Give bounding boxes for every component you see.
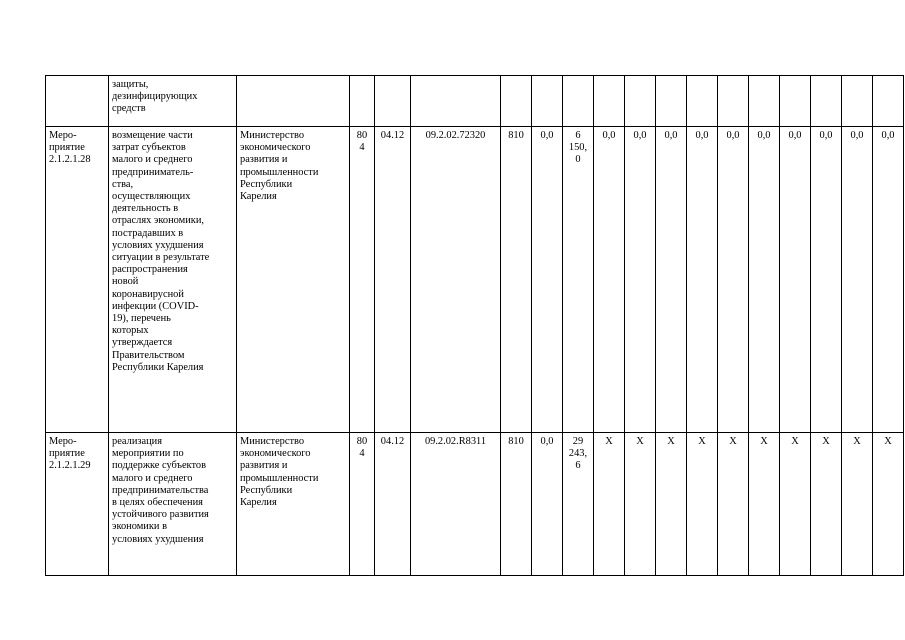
value-cell: [811, 76, 842, 127]
target-article-cell: 09.2.02.72320: [411, 127, 501, 433]
value-cell: X: [749, 433, 780, 576]
measure-name-cell: защиты, дезинфицирующих средств: [109, 76, 237, 127]
section-code-cell: 04.12: [375, 433, 411, 576]
value-cell: [532, 76, 563, 127]
expense-type-cell: 810: [501, 127, 532, 433]
measure-name-cell: возмещение части затрат субъектов малого и среднего предприниматель- ства, осуществляющих деятельность в отраслях экономики, пострадавших в условиях ухудшения ситуации в результате распространения новой коронавирусной инфекции (COVID- 19), перечень которых утверждается Правительством Республики Карелия: [109, 127, 237, 433]
measure-id-cell: Меро- приятие 2.1.2.1.29: [46, 433, 109, 576]
value-cell: [842, 76, 873, 127]
value-cell: [656, 76, 687, 127]
value-cell: X: [625, 433, 656, 576]
measure-id-cell: [46, 76, 109, 127]
value-cell: 0,0: [687, 127, 718, 433]
value-cell: X: [594, 433, 625, 576]
budget-table: [45, 75, 904, 576]
ministry-cell: [237, 76, 350, 127]
target-article-cell: [411, 76, 501, 127]
value-cell: [749, 76, 780, 127]
value-cell: [687, 76, 718, 127]
value-cell: 0,0: [594, 127, 625, 433]
value-cell: X: [842, 433, 873, 576]
value-cell: X: [811, 433, 842, 576]
value-cell: 0,0: [656, 127, 687, 433]
value-cell: [625, 76, 656, 127]
expense-type-cell: [501, 76, 532, 127]
value-cell: X: [687, 433, 718, 576]
value-cell: [873, 76, 904, 127]
gp-code-cell: [350, 76, 375, 127]
value-cell: 0,0: [780, 127, 811, 433]
gp-code-cell: 80 4: [350, 433, 375, 576]
measure-name-cell: реализация мероприятии по поддержке субъектов малого и среднего предпринимательства в целях обеспечения устойчивого развития экономики в условиях ухудшения: [109, 433, 237, 576]
table-row: [46, 127, 904, 433]
value-cell: X: [780, 433, 811, 576]
expense-type-cell: 810: [501, 433, 532, 576]
measure-id-cell: Меро- приятие 2.1.2.1.28: [46, 127, 109, 433]
value-cell: X: [873, 433, 904, 576]
value-cell: 0,0: [532, 127, 563, 433]
value-cell: 0,0: [842, 127, 873, 433]
table-row: [46, 433, 904, 576]
section-code-cell: 04.12: [375, 127, 411, 433]
value-cell: 0,0: [811, 127, 842, 433]
value-cell: 29 243, 6: [563, 433, 594, 576]
value-cell: [594, 76, 625, 127]
value-cell: X: [656, 433, 687, 576]
value-cell: 0,0: [532, 433, 563, 576]
value-cell: 0,0: [873, 127, 904, 433]
section-code-cell: [375, 76, 411, 127]
value-cell: [563, 76, 594, 127]
value-cell: 0,0: [718, 127, 749, 433]
target-article-cell: 09.2.02.R8311: [411, 433, 501, 576]
gp-code-cell: 80 4: [350, 127, 375, 433]
ministry-cell: Министерство экономического развития и промышленности Республики Карелия: [237, 433, 350, 576]
value-cell: X: [718, 433, 749, 576]
table-row: [46, 76, 904, 127]
ministry-cell: Министерство экономического развития и промышленности Республики Карелия: [237, 127, 350, 433]
value-cell: [718, 76, 749, 127]
value-cell: 0,0: [749, 127, 780, 433]
value-cell: 6 150, 0: [563, 127, 594, 433]
value-cell: [780, 76, 811, 127]
value-cell: 0,0: [625, 127, 656, 433]
